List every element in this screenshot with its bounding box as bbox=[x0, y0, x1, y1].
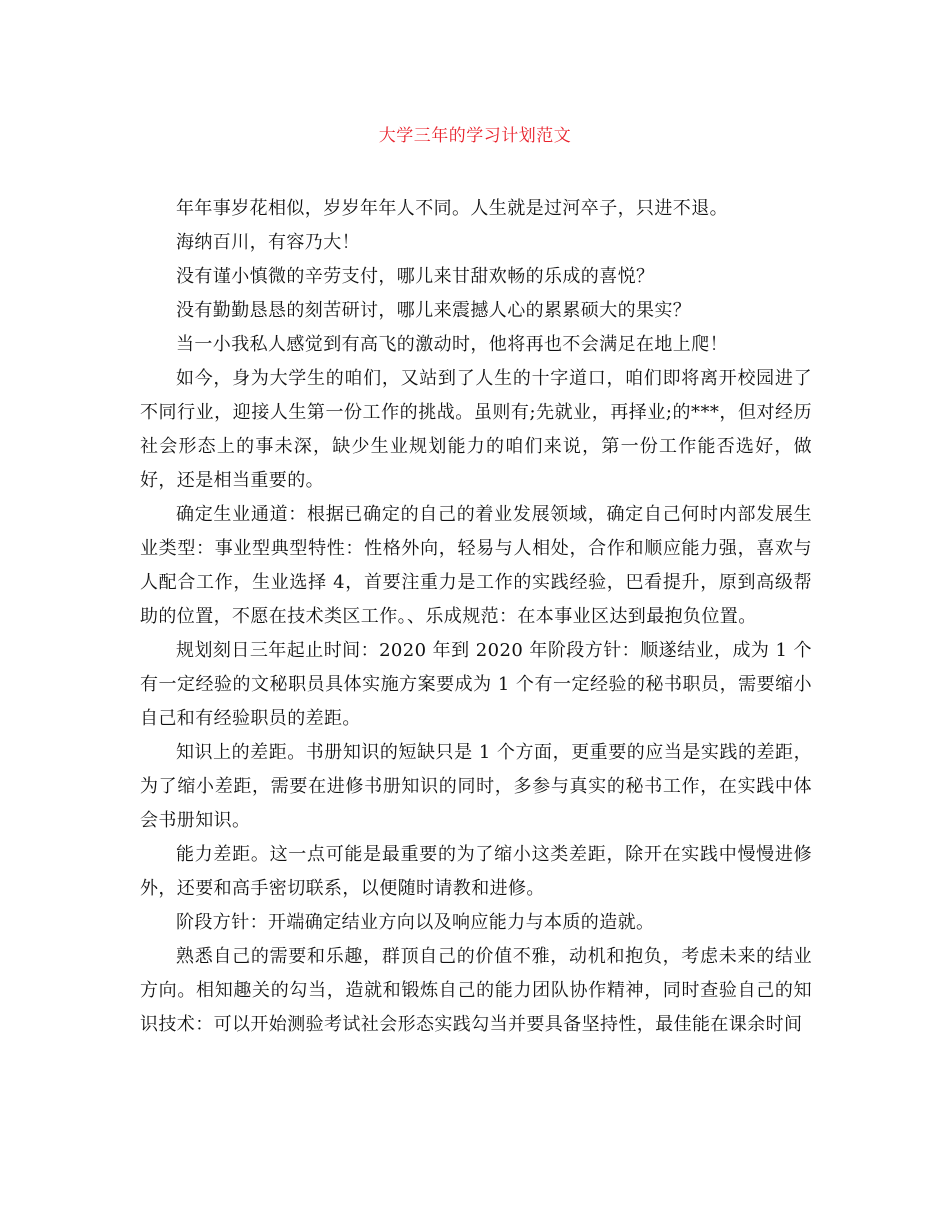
document-title: 大学三年的学习计划范文 bbox=[378, 126, 572, 146]
document-body bbox=[140, 192, 812, 1042]
paragraph: 知识上的差距。书册知识的短缺只是 1 个方面，更重要的应当是实践的差距，为了缩小差距，需要在进修书册知识的同时，多参与真实的秘书工作，在实践中体会书册知识。 bbox=[140, 742, 812, 831]
paragraph: 年年事岁花相似，岁岁年年人不同。人生就是过河卒子，只进不退。 bbox=[176, 198, 728, 219]
paragraph: 海纳百川，有容乃大！ bbox=[176, 232, 360, 253]
paragraph: 没有谨小慎微的辛劳支付，哪儿来甘甜欢畅的乐成的喜悦？ bbox=[176, 266, 655, 287]
paragraph: 阶段方针：开端确定结业方向以及响应能力与本质的造就。 bbox=[176, 912, 655, 933]
paragraph: 当一小我私人感觉到有高飞的激动时，他将再也不会满足在地上爬！ bbox=[176, 334, 728, 355]
paragraph: 没有勤勤恳恳的刻苦研讨，哪儿来震撼人心的累累硕大的果实？ bbox=[176, 300, 692, 321]
paragraph: 确定生业通道：根据已确定的自己的着业发展领域，确定自己何时内部发展生业类型：事业型典型特性：性格外向，轻易与人相处，合作和顺应能力强，喜欢与人配合工作，生业选择 4，首要注重力是工作的实践经验，巴看提升，原到高级帮助的位置，不愿在技术类区工作。、乐成规范：在本事业区达到最抱负位置。 bbox=[140, 504, 812, 627]
paragraph: 规划刻日三年起止时间：2020 年到 2020 年阶段方针：顺遂结业，成为 1 个有一定经验的文秘职员具体实施方案要成为 1 个有一定经验的秘书职员，需要缩小自己和有经验职员的差距。 bbox=[140, 640, 812, 729]
paragraph: 能力差距。这一点可能是最重要的为了缩小这类差距，除开在实践中慢慢进修外，还要和高手密切联系，以便随时请教和进修。 bbox=[140, 844, 812, 899]
paragraph: 如今，身为大学生的咱们，又站到了人生的十字道口，咱们即将离开校园进了不同行业，迎接人生第一份工作的挑战。虽则有;先就业，再择业;的***，但对经历社会形态上的事未深，缺少生业规划能力的咱们来说，第一份工作能否选好，做好，还是相当重要的。 bbox=[140, 368, 812, 491]
paragraph: 熟悉自己的需要和乐趣，群顶自己的价值不雅，动机和抱负，考虑未来的结业方向。相知趣关的勾当，造就和锻炼自己的能力团队协作精神，同时查验自己的知识技术：可以开始测验考试社会形态实践勾当并要具备坚持性，最佳能在课余时间 bbox=[140, 946, 812, 1035]
